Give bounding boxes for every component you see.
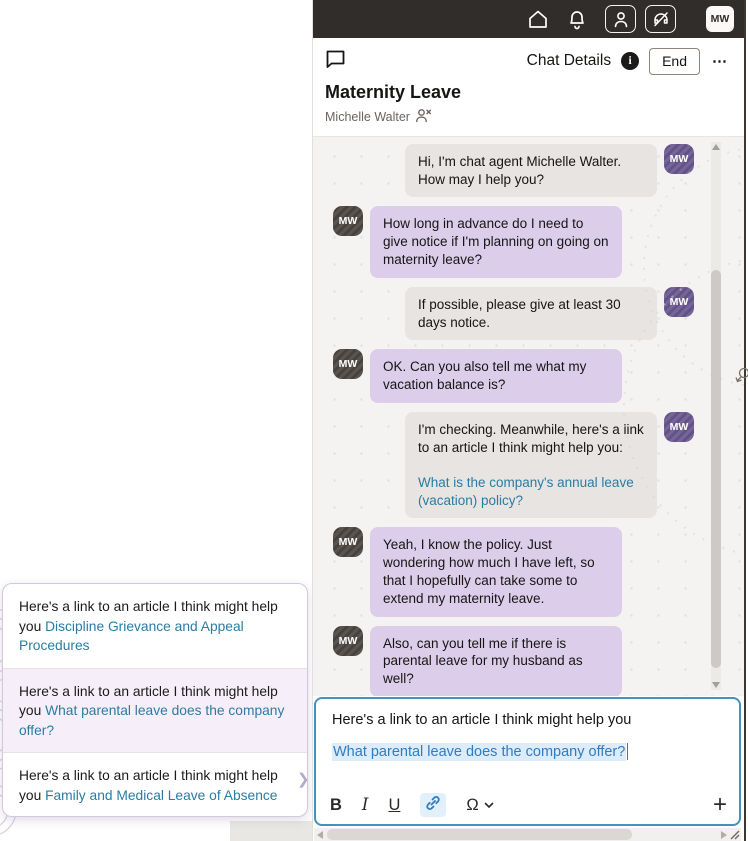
user-avatar-chip[interactable]: MW (706, 6, 734, 32)
message-text: I'm checking. Meanwhile, here's a link to an article I think might help you: (418, 422, 644, 455)
omega-icon: Ω (466, 795, 479, 814)
mouse-cursor (735, 366, 748, 383)
editor-toolbar (330, 793, 727, 817)
info-icon[interactable]: i (621, 52, 639, 70)
scroll-up-arrow[interactable] (712, 144, 720, 150)
suggestions-list (3, 584, 307, 816)
expand-suggestions-chevron[interactable]: ❯ (297, 771, 310, 788)
vertical-scrollbar-thumb[interactable] (711, 270, 721, 668)
end-chat-button[interactable]: End (649, 48, 700, 75)
resize-grip[interactable] (729, 829, 740, 840)
message-avatar: MW (333, 626, 363, 656)
message-avatar: MW (333, 206, 363, 236)
suggestion-link[interactable]: Discipline Grievance and Appeal Procedures (19, 618, 244, 654)
message-avatar: MW (664, 144, 694, 174)
message-avatar: MW (333, 527, 363, 557)
headset-slash-button[interactable] (645, 5, 676, 33)
horizontal-scrollbar-thumb[interactable] (327, 829, 632, 840)
insert-link-button[interactable] (420, 793, 446, 817)
suggested-responses-popup (2, 583, 308, 817)
text-caret (627, 743, 628, 760)
suggestion-prefix: Here's a link to an article I think might help you (19, 683, 278, 719)
suggestion-link[interactable]: What parental leave does the company offer? (19, 703, 285, 738)
message-text: Hi, I'm chat agent Michelle Walter. How may I help you? (418, 153, 622, 187)
chevron-down-icon (484, 796, 494, 814)
horizontal-scrollbar[interactable] (314, 828, 741, 841)
chat-title: Maternity Leave (325, 81, 462, 102)
overflow-menu-button[interactable]: ⋯ (712, 53, 728, 71)
italic-button[interactable]: I (361, 794, 369, 814)
message-text: If possible, please give at least 30 days notice. (418, 296, 621, 330)
message-link[interactable]: What is the company's annual leave (vacation) policy? (418, 474, 634, 508)
add-attachment-button[interactable]: + (712, 791, 727, 819)
message-area (313, 137, 744, 696)
headset-slash-icon (652, 10, 670, 28)
underline-button[interactable]: U (388, 795, 401, 814)
home-icon[interactable] (527, 9, 549, 29)
suggestion-prefix: Here's a link to an article I think might help you (19, 599, 278, 634)
application-topbar (313, 0, 744, 38)
suggestion-item[interactable] (3, 584, 307, 668)
message-text: OK. Can you also tell me what my vacation balance is? (383, 359, 587, 393)
message-text: How long in advance do I need to give notice if I'm planning on going on maternity leave? (383, 216, 609, 268)
suggestion-item[interactable] (3, 668, 307, 753)
rich-text-editor[interactable] (314, 697, 741, 826)
bold-button[interactable]: B (330, 795, 342, 814)
chat-bubble-icon (325, 49, 346, 74)
suggestion-link[interactable]: Family and Medical Leave of Absence (45, 788, 278, 804)
vertical-scrollbar[interactable] (711, 142, 721, 690)
bell-icon[interactable] (567, 9, 587, 30)
compose-link-text[interactable]: What parental leave does the company offer? (333, 744, 626, 760)
message-avatar: MW (664, 412, 694, 442)
person-icon (613, 11, 629, 28)
message-text: Also, can you tell me if there is parental leave for my husband as well? (383, 635, 583, 687)
message-bubble (370, 626, 622, 696)
participant-name: Michelle Walter (325, 109, 410, 124)
special-character-button[interactable] (466, 796, 493, 814)
scroll-down-arrow[interactable] (712, 682, 720, 688)
link-icon (425, 795, 441, 816)
suggestion-item[interactable] (3, 752, 307, 817)
chat-header (313, 38, 744, 137)
person-button[interactable] (605, 5, 636, 33)
chat-window (312, 0, 746, 841)
scroll-right-arrow[interactable] (721, 831, 727, 839)
compose-text[interactable]: Here's a link to an article I think might help you (332, 712, 632, 728)
background-surface (230, 821, 312, 841)
remove-participant-icon[interactable] (415, 108, 432, 126)
chat-details-label: Chat Details (526, 52, 612, 70)
suggestion-prefix: Here's a link to an article I think might help you (19, 768, 278, 804)
message-text: Yeah, I know the policy. Just wondering how much I have left, so that I hopefully can take some to extend my maternity leave. (383, 537, 595, 606)
message-row (333, 626, 694, 696)
message-avatar: MW (333, 349, 363, 379)
message-avatar: MW (664, 287, 694, 317)
scroll-left-arrow[interactable] (317, 831, 323, 839)
